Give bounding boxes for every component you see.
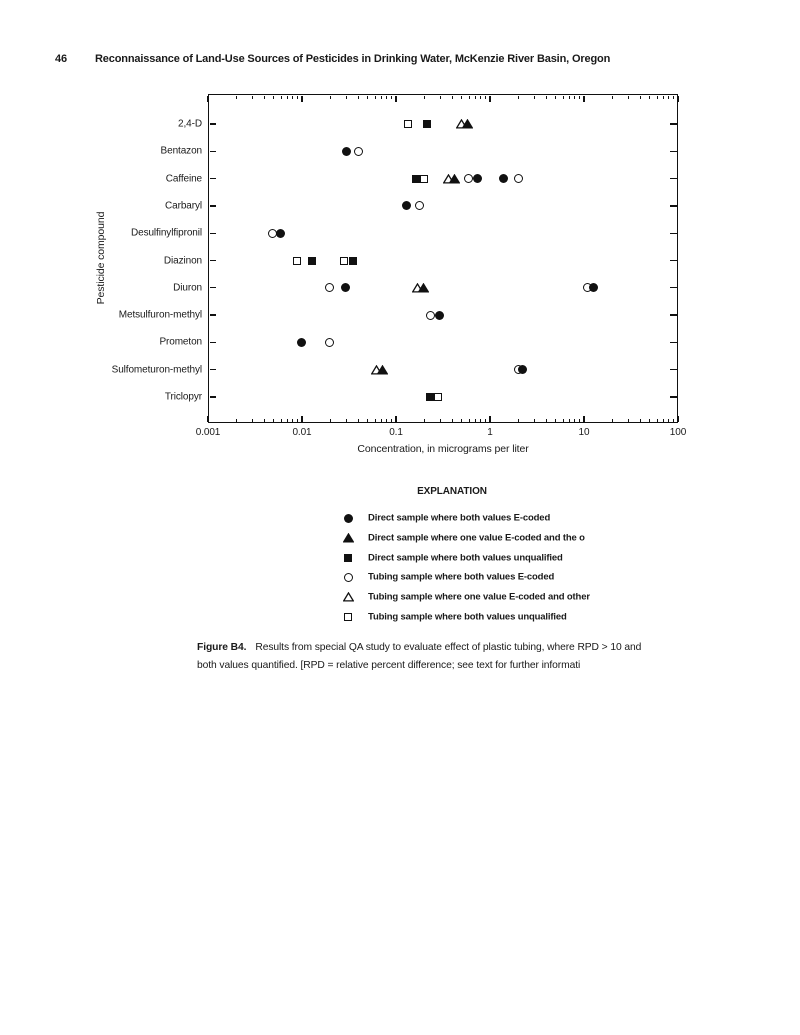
x-minor-tick bbox=[546, 419, 547, 422]
y-category-label: Carbaryl bbox=[165, 200, 202, 212]
x-minor-tick bbox=[485, 419, 486, 422]
legend-item-label: Direct sample where both values unqualified bbox=[368, 552, 563, 564]
legend-item-label: Tubing sample where both values unqualified bbox=[368, 611, 567, 623]
data-point-filled-circle bbox=[297, 338, 306, 347]
y-category-tick-right bbox=[670, 233, 677, 234]
x-major-tick bbox=[395, 416, 396, 422]
data-point-filled-circle bbox=[402, 201, 411, 210]
x-minor-tick bbox=[424, 419, 425, 422]
x-minor-tick bbox=[346, 419, 347, 422]
y-category-tick bbox=[210, 205, 217, 206]
x-tick-label: 0.01 bbox=[292, 427, 312, 438]
x-minor-tick bbox=[381, 419, 382, 422]
x-minor-tick bbox=[252, 419, 253, 422]
running-header-title: Reconnaissance of Land-Use Sources of Pesticides in Drinking Water, McKenzie River Basin, Oregon bbox=[95, 53, 611, 65]
y-category-label: Diazinon bbox=[163, 255, 202, 266]
data-point-open-circle bbox=[415, 201, 424, 210]
figure-caption-label: Figure B4. bbox=[197, 642, 247, 653]
x-minor-tick bbox=[367, 419, 368, 422]
y-category-tick bbox=[210, 260, 217, 261]
y-category-tick-right bbox=[670, 260, 677, 261]
y-category-tick-right bbox=[670, 396, 677, 397]
data-point-filled-circle bbox=[276, 229, 285, 238]
x-minor-tick bbox=[668, 419, 669, 422]
y-category-tick-right bbox=[670, 287, 677, 288]
x-tick-label: 0.1 bbox=[389, 427, 403, 438]
x-minor-tick bbox=[292, 419, 293, 422]
data-point-open-square bbox=[340, 257, 348, 265]
legend-symbol-open-triangle bbox=[343, 592, 354, 602]
data-point-filled-triangle bbox=[377, 365, 388, 375]
x-minor-tick bbox=[480, 419, 481, 422]
x-minor-tick bbox=[330, 419, 331, 422]
data-point-filled-circle bbox=[341, 283, 350, 292]
y-category-label: Bentazon bbox=[160, 145, 202, 157]
x-minor-tick bbox=[452, 419, 453, 422]
y-category-tick-right bbox=[670, 314, 677, 315]
data-point-open-square bbox=[434, 393, 442, 401]
y-category-tick bbox=[210, 369, 217, 370]
x-minor-tick bbox=[657, 419, 658, 422]
legend-item-label: Direct sample where one value E-coded and the o bbox=[368, 532, 585, 544]
y-category-label: Prometon bbox=[159, 336, 202, 348]
legend-item-label: Tubing sample where one value E-coded and other bbox=[368, 591, 590, 603]
x-tick-label: 1 bbox=[487, 427, 493, 438]
y-category-label: Desulfinylfipronil bbox=[130, 227, 202, 239]
x-tick-label: 10 bbox=[578, 427, 590, 438]
y-category-label: Caffeine bbox=[165, 173, 202, 185]
legend-title: EXPLANATION bbox=[417, 486, 487, 497]
x-minor-tick bbox=[475, 419, 476, 422]
x-minor-tick bbox=[264, 419, 265, 422]
x-major-tick bbox=[301, 416, 302, 422]
data-point-filled-triangle bbox=[418, 283, 429, 293]
data-point-open-circle bbox=[325, 338, 334, 347]
x-minor-tick bbox=[640, 419, 641, 422]
x-tick-label: 100 bbox=[669, 427, 687, 438]
x-tick-label: 0.001 bbox=[195, 427, 221, 438]
x-major-tick bbox=[583, 416, 584, 422]
x-minor-tick bbox=[569, 419, 570, 422]
x-minor-tick bbox=[579, 419, 580, 422]
x-minor-tick bbox=[649, 419, 650, 422]
legend-symbol-filled-circle bbox=[344, 514, 353, 523]
y-category-tick-right bbox=[670, 342, 677, 343]
data-point-filled-square bbox=[426, 393, 434, 401]
y-category-tick bbox=[210, 314, 217, 315]
x-minor-tick bbox=[461, 419, 462, 422]
x-minor-tick bbox=[555, 419, 556, 422]
data-point-filled-square bbox=[308, 257, 316, 265]
x-minor-tick bbox=[281, 419, 282, 422]
x-minor-tick bbox=[297, 419, 298, 422]
x-minor-tick bbox=[273, 419, 274, 422]
x-minor-tick bbox=[663, 419, 664, 422]
y-category-label: Metsulfuron-methyl bbox=[118, 309, 202, 321]
x-axis-title: Concentration, in micrograms per liter bbox=[357, 443, 529, 455]
data-point-filled-circle bbox=[589, 283, 598, 292]
data-point-filled-square bbox=[349, 257, 357, 265]
x-minor-tick bbox=[563, 419, 564, 422]
y-category-tick bbox=[210, 287, 217, 288]
x-minor-tick bbox=[673, 419, 674, 422]
data-point-open-circle bbox=[325, 283, 334, 292]
y-category-label: Diuron bbox=[173, 282, 202, 294]
data-point-filled-circle bbox=[435, 311, 444, 320]
x-minor-tick bbox=[287, 419, 288, 422]
x-minor-tick bbox=[628, 419, 629, 422]
data-point-open-square bbox=[293, 257, 301, 265]
legend-symbol-open-square bbox=[344, 613, 352, 621]
x-minor-tick bbox=[375, 419, 376, 422]
x-major-tick bbox=[677, 416, 678, 422]
legend-symbol-filled-square bbox=[344, 554, 352, 562]
x-minor-tick bbox=[518, 419, 519, 422]
legend-symbol-filled-triangle bbox=[343, 533, 354, 543]
x-minor-tick bbox=[612, 419, 613, 422]
page-number: 46 bbox=[55, 53, 67, 65]
x-major-tick bbox=[207, 416, 208, 422]
legend-symbol-open-circle bbox=[344, 573, 353, 582]
x-minor-tick bbox=[440, 419, 441, 422]
data-point-filled-circle bbox=[518, 365, 527, 374]
y-category-tick-right bbox=[670, 369, 677, 370]
x-major-tick bbox=[489, 416, 490, 422]
x-minor-tick bbox=[469, 419, 470, 422]
legend-item-label: Tubing sample where both values E-coded bbox=[368, 571, 555, 583]
figure-caption-text: Results from special QA study to evaluate effect of plastic tubing, where RPD > 10 and both values quantified. [RPD = relative percent difference; see text for further informati bbox=[197, 642, 642, 671]
x-minor-tick bbox=[358, 419, 359, 422]
x-minor-tick bbox=[534, 419, 535, 422]
legend-item-label: Direct sample where both values E-coded bbox=[368, 512, 551, 524]
y-category-tick bbox=[210, 233, 217, 234]
figure-caption bbox=[197, 639, 647, 674]
y-category-tick bbox=[210, 396, 217, 397]
y-category-tick-right bbox=[670, 205, 677, 206]
x-minor-tick bbox=[391, 419, 392, 422]
y-category-tick bbox=[210, 342, 217, 343]
y-axis-title: Pesticide compound bbox=[95, 211, 107, 305]
y-category-label: Sulfometuron-methyl bbox=[111, 364, 202, 376]
x-minor-tick bbox=[386, 419, 387, 422]
x-minor-tick bbox=[236, 419, 237, 422]
y-category-label: 2,4-D bbox=[178, 118, 202, 130]
y-category-label: Triclopyr bbox=[164, 391, 202, 403]
x-minor-tick bbox=[574, 419, 575, 422]
